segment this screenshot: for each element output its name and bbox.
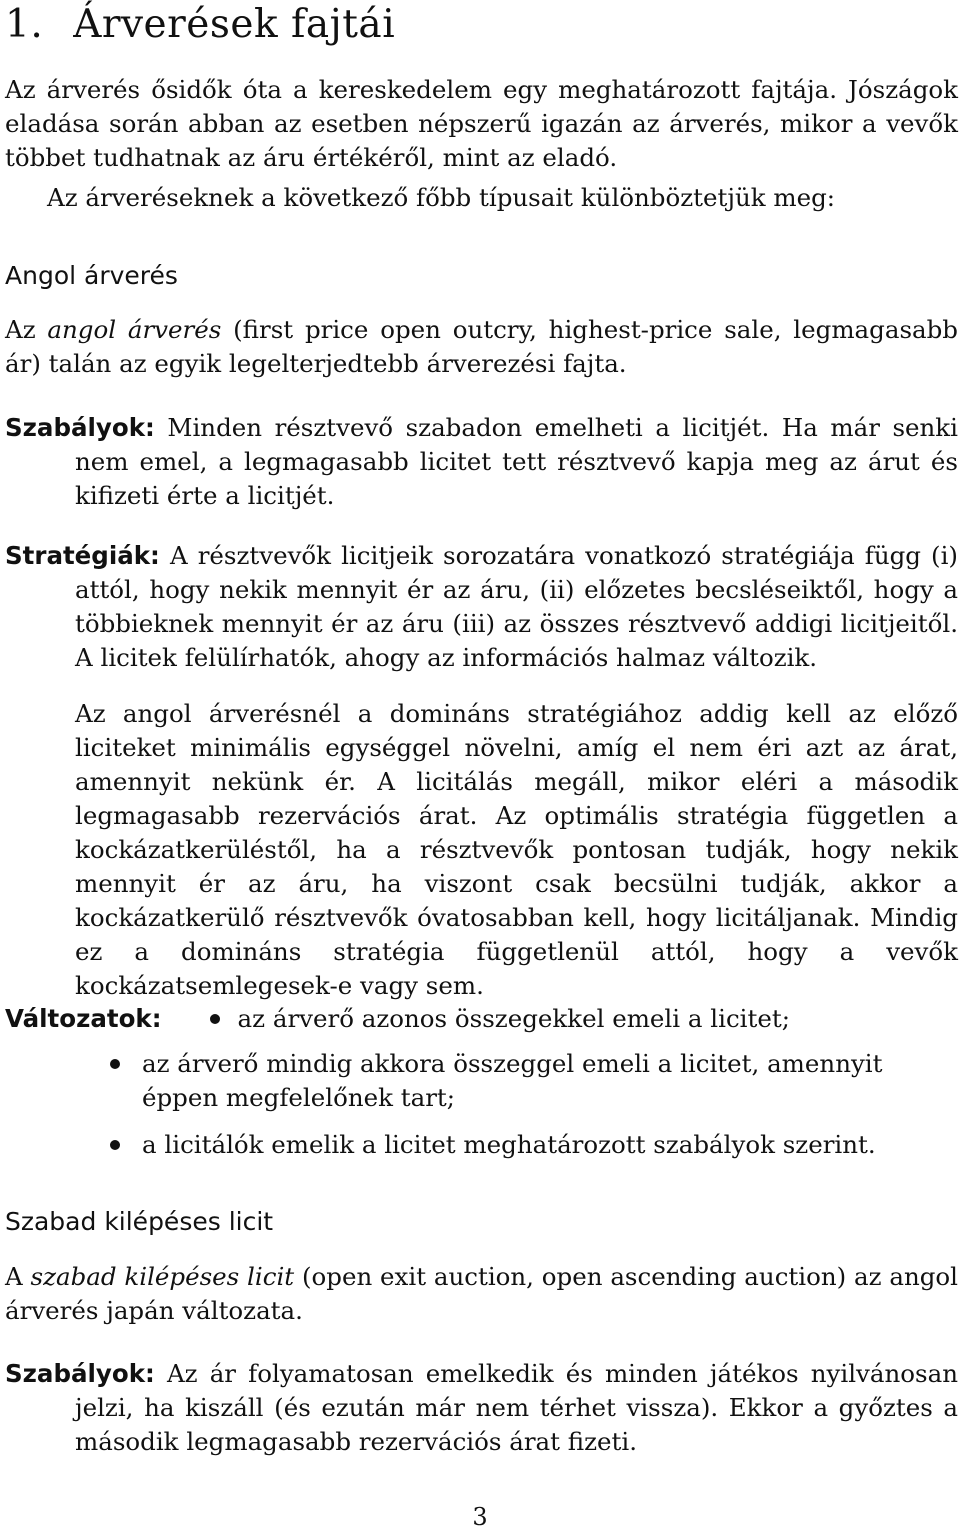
variant-item: az árverő mindig akkora összeggel emeli a licitet, amennyit éppen megfelelőnek tart; xyxy=(142,1049,883,1112)
intro-paragraph: Az árverés ősidők óta a kereskedelem egy meghatározott fajtája. Jószágok eladása során abban az esetben népszerű igazán az árverés, mikor a vevők többet tudhatnak az áru értékéről, mint az eladó. xyxy=(5,75,958,172)
angol-def-term: angol árverés xyxy=(47,315,222,344)
angol-strategy-detail xyxy=(5,697,958,1003)
bullet-icon xyxy=(210,1014,220,1024)
angol-heading: Angol árverés xyxy=(5,261,178,290)
angol-def-post: (first price open outcry, highest-price sale, legmagasabb ár) talán az egyik legelterjedtebb árverezési fajta. xyxy=(5,315,958,378)
szabad-rules-label: Szabályok: xyxy=(5,1359,155,1388)
szabad-rules xyxy=(5,1357,958,1459)
angol-rules xyxy=(5,411,958,513)
variant-item: az árverő azonos összegekkel emeli a licitet; xyxy=(237,1004,790,1033)
section-number: 1. xyxy=(5,2,44,47)
szabad-def-term: szabad kilépéses licit xyxy=(30,1262,295,1291)
section-title: Árverések fajtái xyxy=(73,2,396,47)
angol-variants-label: Változatok: xyxy=(5,1004,162,1033)
szabad-definition xyxy=(5,1260,958,1328)
bullet-icon xyxy=(110,1059,120,1069)
angol-strat-text: A résztvevők licitjeik sorozatára vonatkozó stratégiája függ (i) attól, hogy nekik mennyit ér az áru, (ii) előzetes becsléseiktől, hogy a többieknek mennyit ér az áru (iii) az összes résztvevő addigi licitjeitől. A licitek felülírhatók, ahogy az információs halmaz változik. xyxy=(75,541,958,672)
intro-types-line: Az árveréseknek a következő főbb típusait különböztetjük meg: xyxy=(47,183,836,212)
page-number: 3 xyxy=(472,1503,488,1531)
angol-strat-label: Stratégiák: xyxy=(5,541,160,570)
angol-rules-label: Szabályok: xyxy=(5,413,155,442)
bullet-icon xyxy=(110,1140,120,1150)
variant-item: a licitálók emelik a licitet meghatározott szabályok szerint. xyxy=(142,1130,876,1159)
szabad-def-pre: A xyxy=(5,1262,31,1291)
variant-list-item xyxy=(110,1047,958,1115)
szabad-def-post: (open exit auction, open ascending auction) az angol árverés japán változata. xyxy=(5,1262,958,1325)
angol-def-pre: Az xyxy=(5,315,48,344)
angol-strategies xyxy=(5,539,958,675)
angol-variants-first xyxy=(5,1002,958,1036)
szabad-rules-text: Az ár folyamatosan emelkedik és minden játékos nyilvánosan jelzi, ha kiszáll (és ezután már nem térhet vissza). Ekkor a győztes a második legmagasabb rezervációs árat fizeti. xyxy=(75,1359,958,1456)
angol-strat-p2: Az angol árverésnél a domináns stratégiához addig kell az előző liciteket minimális egységgel növelni, amíg el nem éri azt az árat, amennyit nekünk ér. A licitálás megáll, mikor eléri a második legmagasabb rezervációs árat. Az optimális stratégia független a kockázatkerüléstől, ha a résztvevők pontosan tudják, hogy nekik mennyit ér az áru, ha viszont csak becsülni tudják, akkor a kockázatkerülő résztvevők óvatosabban kell, hogy licitáljanak. Mindig ez a domináns stratégia függetlenül attól, hogy a vevők kockázatsemlegesek-e vagy sem. xyxy=(75,699,958,1000)
variant-list-item xyxy=(110,1128,958,1162)
angol-rules-text: Minden résztvevő szabadon emelheti a licitjét. Ha már senki nem emel, a legmagasabb licitet tett résztvevő kapja meg az árut és kifizeti érte a licitjét. xyxy=(75,413,958,510)
szabad-heading: Szabad kilépéses licit xyxy=(5,1207,274,1236)
section-heading xyxy=(5,2,395,48)
angol-definition xyxy=(5,313,958,381)
